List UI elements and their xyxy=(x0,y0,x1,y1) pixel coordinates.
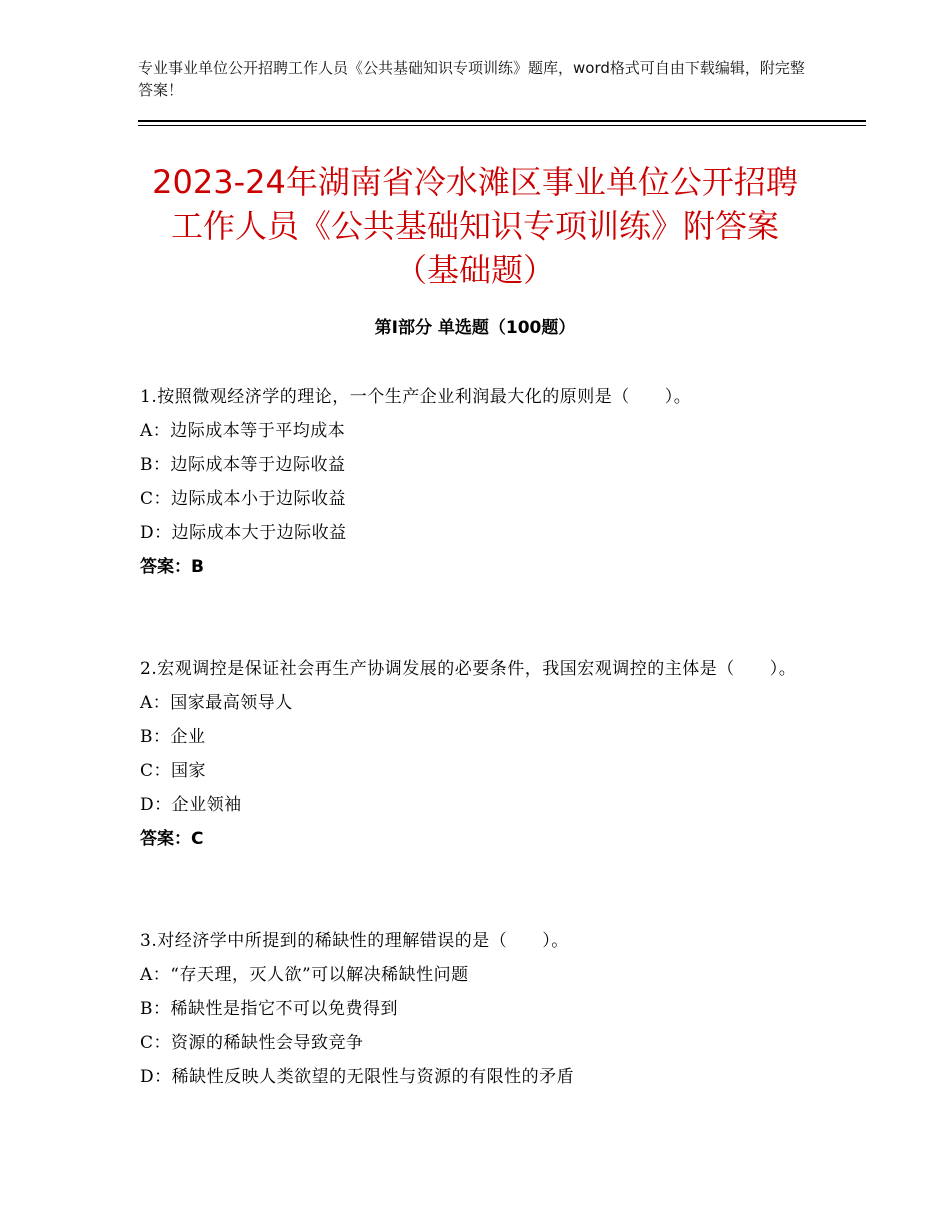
header-divider xyxy=(138,120,866,126)
option-a: A：“存天理，灭人欲”可以解决稀缺性问题 xyxy=(140,965,469,985)
option-a: A：国家最高领导人 xyxy=(140,693,293,713)
option-d: D：边际成本大于边际收益 xyxy=(140,523,347,543)
answer-text: 答案：C xyxy=(140,829,204,849)
question-1 xyxy=(140,380,810,584)
option-d: D：稀缺性反映人类欲望的无限性与资源的有限性的矛盾 xyxy=(140,1067,575,1087)
question-stem: 1.按照微观经济学的理论，一个生产企业利润最大化的原则是（ ）。 xyxy=(140,387,692,407)
question-stem: 3.对经济学中所提到的稀缺性的理解错误的是（ ）。 xyxy=(140,931,569,951)
document-title: 2023-24年湖南省冷水滩区事业单位公开招聘工作人员《公共基础知识专项训练》附答案（基础题） xyxy=(152,163,798,289)
answer-text: 答案：B xyxy=(140,557,204,577)
option-b: B：边际成本等于边际收益 xyxy=(140,455,346,475)
header-note: 专业事业单位公开招聘工作人员《公共基础知识专项训练》题库，word格式可自由下载编辑，附完整答案！ xyxy=(138,59,805,99)
question-3 xyxy=(140,924,810,1094)
option-c: C：国家 xyxy=(140,761,207,781)
question-stem: 2.宏观调控是保证社会再生产协调发展的必要条件，我国宏观调控的主体是（ ）。 xyxy=(140,659,797,679)
option-b: B：稀缺性是指它不可以免费得到 xyxy=(140,999,398,1019)
option-d: D：企业领袖 xyxy=(140,795,242,815)
option-c: C：边际成本小于边际收益 xyxy=(140,489,347,509)
section-heading: 第Ⅰ部分 单选题（100题） xyxy=(374,318,576,338)
option-a: A：边际成本等于平均成本 xyxy=(140,421,346,441)
question-2 xyxy=(140,652,810,856)
option-b: B：企业 xyxy=(140,727,206,747)
option-c: C：资源的稀缺性会导致竞争 xyxy=(140,1033,364,1053)
